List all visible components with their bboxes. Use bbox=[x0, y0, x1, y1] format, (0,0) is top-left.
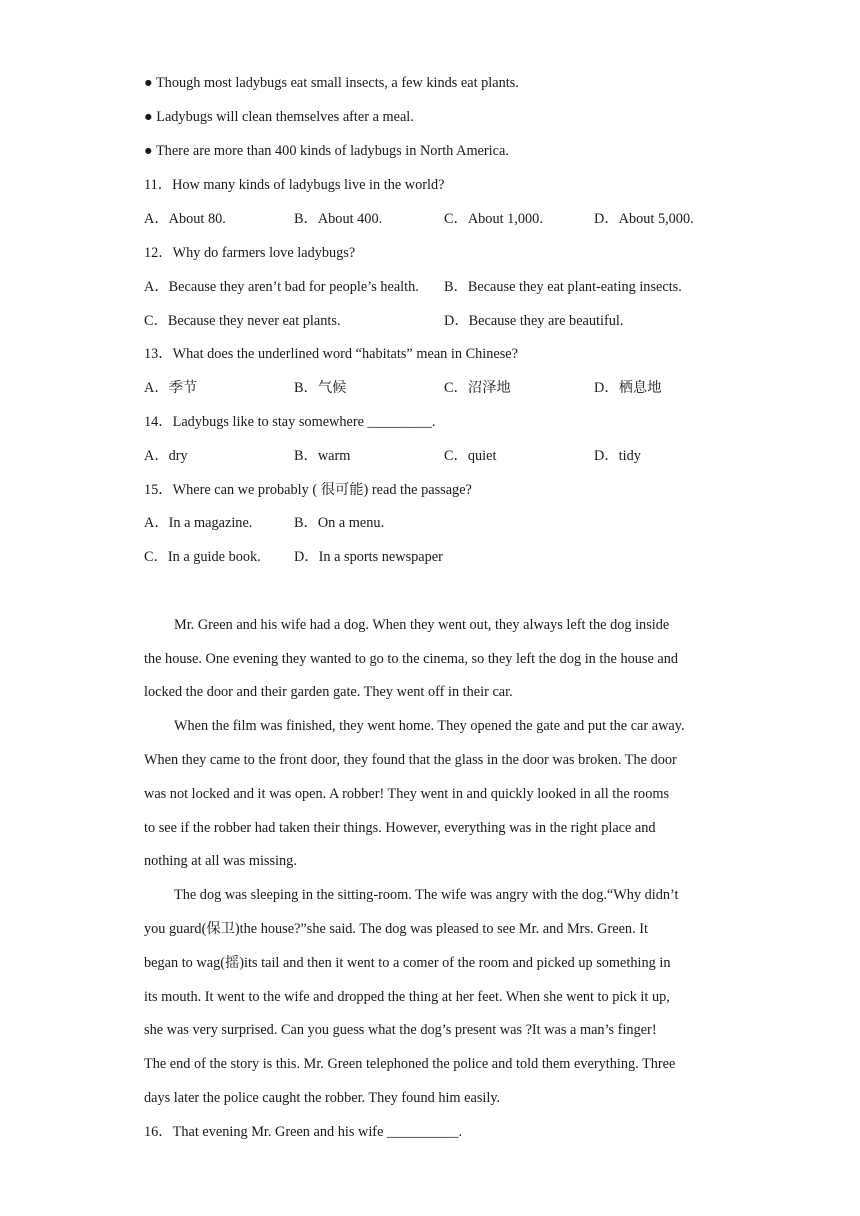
option-d: D．Because they are beautiful. bbox=[444, 313, 624, 329]
bullet-line: ● Ladybugs will clean themselves after a meal. bbox=[144, 109, 414, 125]
option-b: B．On a menu. bbox=[294, 515, 385, 531]
passage-line: began to wag(摇)its tail and then it went to a comer of the room and picked up something in bbox=[144, 955, 671, 971]
option-d: D．栖息地 bbox=[594, 380, 662, 396]
option-c: C．quiet bbox=[444, 448, 497, 464]
option-a: A．季节 bbox=[144, 380, 198, 396]
passage-line: the house. One evening they wanted to go to the cinema, so they left the dog in the house and bbox=[144, 651, 679, 667]
option-b: B．About 400. bbox=[294, 211, 383, 227]
passage-line: you guard(保卫)the house?”she said. The dog was pleased to see Mr. and Mrs. Green. It bbox=[144, 921, 648, 937]
question-stem: 11．How many kinds of ladybugs live in the world? bbox=[144, 177, 445, 193]
option-a: A．dry bbox=[144, 448, 188, 464]
option-d: D．In a sports newspaper bbox=[294, 549, 443, 565]
option-c: C．About 1,000. bbox=[444, 211, 543, 227]
passage-line: Mr. Green and his wife had a dog. When they went out, they always left the dog inside bbox=[174, 617, 670, 633]
passage-line: days later the police caught the robber. They found him easily. bbox=[144, 1090, 501, 1106]
option-c: C．In a guide book. bbox=[144, 549, 261, 565]
bullet-line: ● There are more than 400 kinds of ladybugs in North America. bbox=[144, 143, 509, 159]
option-a: A．About 80. bbox=[144, 211, 226, 227]
option-b: B．气候 bbox=[294, 380, 347, 396]
option-d: D．About 5,000. bbox=[594, 211, 694, 227]
passage-line: its mouth. It went to the wife and dropped the thing at her feet. When she went to pick it up, bbox=[144, 989, 670, 1005]
option-d: D．tidy bbox=[594, 448, 641, 464]
bullet-line: ● Though most ladybugs eat small insects, a few kinds eat plants. bbox=[144, 75, 519, 91]
passage-line: The dog was sleeping in the sitting-room. The wife was angry with the dog.“Why didn’t bbox=[174, 887, 679, 903]
option-c: C．沼泽地 bbox=[444, 380, 511, 396]
option-b: B．Because they eat plant-eating insects. bbox=[444, 279, 682, 295]
passage-line: nothing at all was missing. bbox=[144, 853, 297, 869]
passage-line: was not locked and it was open. A robber! They went in and quickly looked in all the rooms bbox=[144, 786, 670, 802]
passage-line: to see if the robber had taken their things. However, everything was in the right place and bbox=[144, 820, 656, 836]
question-stem: 14．Ladybugs like to stay somewhere _________. bbox=[144, 414, 436, 430]
option-a: A．In a magazine. bbox=[144, 515, 253, 531]
question-stem: 13．What does the underlined word “habitats” mean in Chinese? bbox=[144, 346, 518, 362]
passage-line: she was very surprised. Can you guess what the dog’s present was ?It was a man’s finger! bbox=[144, 1022, 657, 1038]
passage-line: When the film was finished, they went home. They opened the gate and put the car away. bbox=[174, 718, 685, 734]
option-a: A．Because they aren’t bad for people’s health. bbox=[144, 279, 419, 295]
passage-line: locked the door and their garden gate. They went off in their car. bbox=[144, 684, 513, 700]
question-stem: 16．That evening Mr. Green and his wife __________. bbox=[144, 1124, 463, 1140]
question-stem: 12．Why do farmers love ladybugs? bbox=[144, 245, 356, 261]
question-stem: 15．Where can we probably ( 很可能) read the passage? bbox=[144, 482, 472, 498]
passage-line: The end of the story is this. Mr. Green telephoned the police and told them everything. Three bbox=[144, 1056, 676, 1072]
passage-line: When they came to the front door, they found that the glass in the door was broken. The door bbox=[144, 752, 677, 768]
option-c: C．Because they never eat plants. bbox=[144, 313, 341, 329]
option-b: B．warm bbox=[294, 448, 351, 464]
